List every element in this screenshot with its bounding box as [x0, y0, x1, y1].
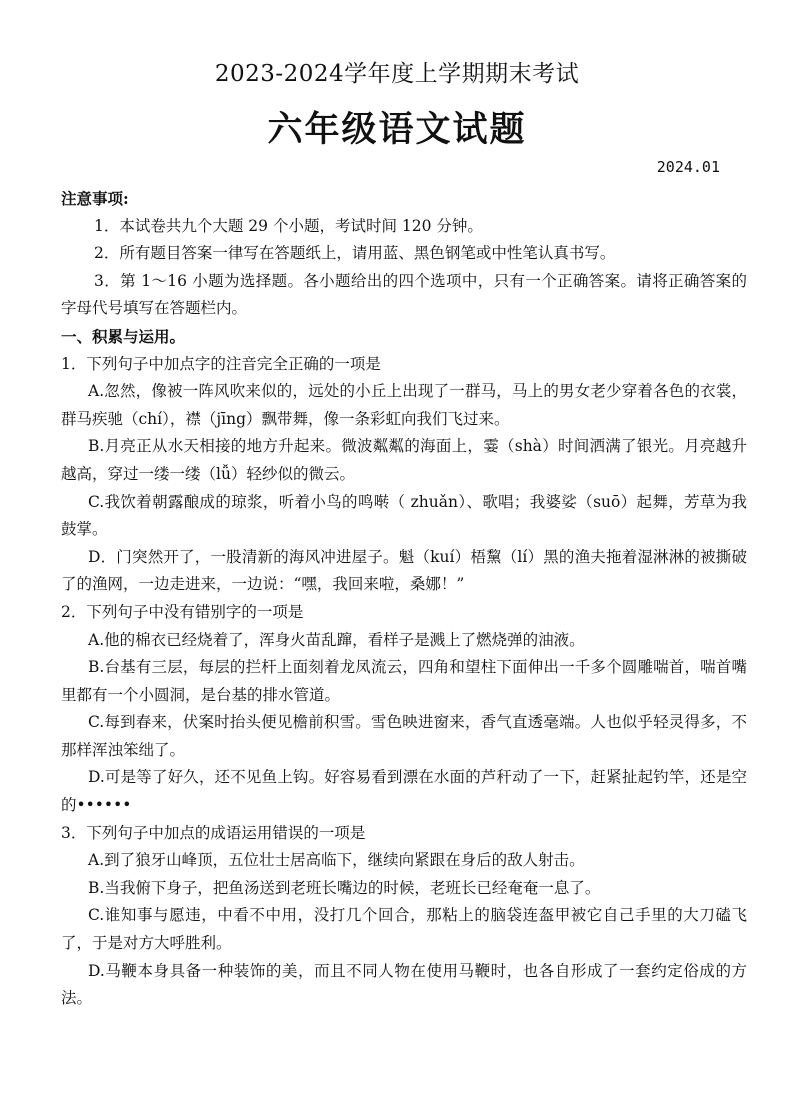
question-1-option-a: A.忽然，像被一阵风吹来似的，远处的小丘上出现了一群马，马上的男女老少穿着各色的衣裳，群马疾驰（chí），襟（jīng）飘带舞，像一条彩虹向我们飞过来。 — [61, 382, 747, 428]
question-2-option-c: C.每到春来，伏案时抬头便见檐前积雪。雪色映进窗来，香气直透毫端。人也似乎轻灵得多，不那样浑浊笨绌了。 — [61, 713, 747, 759]
question-1-stem: 1．下列句子中加点字的注音完全正确的一项是 — [61, 354, 381, 373]
question-3-option-c: C.谁知事与愿违，中看不中用，没打几个回合，那粘上的脑袋连盔甲被它自己手里的大刀磕飞了，于是对方大呼胜利。 — [61, 906, 747, 953]
question-3-stem: 3．下列句子中加点的成语运用错误的一项是 — [61, 823, 366, 842]
notice-heading: 注意事项: — [61, 189, 129, 208]
question-2-option-d: D.可是等了好久，还不见鱼上钩。好容易看到漂在水面的芦秆动了一下，赶紧扯起钓竿，还是空的•••••• — [61, 768, 747, 815]
question-2-stem: 2．下列句子中没有错别字的一项是 — [61, 602, 304, 621]
question-3-option-b: B.当我俯下身子，把鱼汤送到老班长嘴边的时候，老班长已经奄奄一息了。 — [88, 878, 601, 897]
question-1-option-c: C.我饮着朝露酿成的琼浆，听着小鸟的鸣啭（ zhuǎn）、歌唱；我婆娑（suō）起舞，芳草为我鼓掌。 — [61, 492, 747, 539]
exam-title-subject: 六年级语文试题 — [267, 110, 527, 150]
question-3-option-a: A.到了狼牙山峰顶，五位壮士居高临下，继续向紧跟在身后的敌人射击。 — [88, 851, 585, 870]
question-1-option-d: D．门突然开了，一股清新的海风冲进屋子。魁（kuí）梧黧（lí）黑的渔夫拖着湿淋淋的被撕破了的渔网，一边走进来，一边说：“嘿，我回来啦，桑娜！” — [61, 547, 747, 594]
question-2-option-b: B.台基有三层，每层的拦杆上面刻着龙凤流云，四角和望柱下面伸出一千多个圆雕喘首，喘首嘴里都有一个小圆洞，是台基的排水管道。 — [61, 658, 747, 704]
notice-item-2: 2．所有题目答案一律写在答题纸上，请用蓝、黑色钢笔或中性笔认真书写。 — [94, 244, 616, 263]
notice-item-1: 1．本试卷共九个大题 29 个小题，考试时间 120 分钟。 — [94, 216, 483, 235]
question-3-option-d: D.马鞭本身具备一种装饰的美，而且不同人物在使用马鞭时，也各自形成了一套约定俗成的方法。 — [61, 961, 747, 1008]
exam-content — [61, 185, 747, 1013]
exam-date: 2024.01 — [656, 158, 720, 176]
notice-item-3: 3．第 1～16 小题为选择题。各小题给出的四个选项中，只有一个正确答案。请将正确答案的字母代号填写在答题栏内。 — [61, 271, 747, 318]
exam-title-year: 2023-2024学年度上学期期末考试 — [214, 61, 580, 87]
question-1-option-b: B.月亮正从水天相接的地方升起来。微波粼粼的海面上，霎（shà）时间洒满了银光。月亮越升越高，穿过一缕一缕（lǚ）轻纱似的微云。 — [61, 437, 747, 483]
section-heading: 一、积累与运用。 — [61, 326, 186, 346]
question-2-option-a: A.他的棉衣已经烧着了，浑身火苗乱蹿，看样子是溅上了燃烧弹的油液。 — [88, 630, 585, 649]
